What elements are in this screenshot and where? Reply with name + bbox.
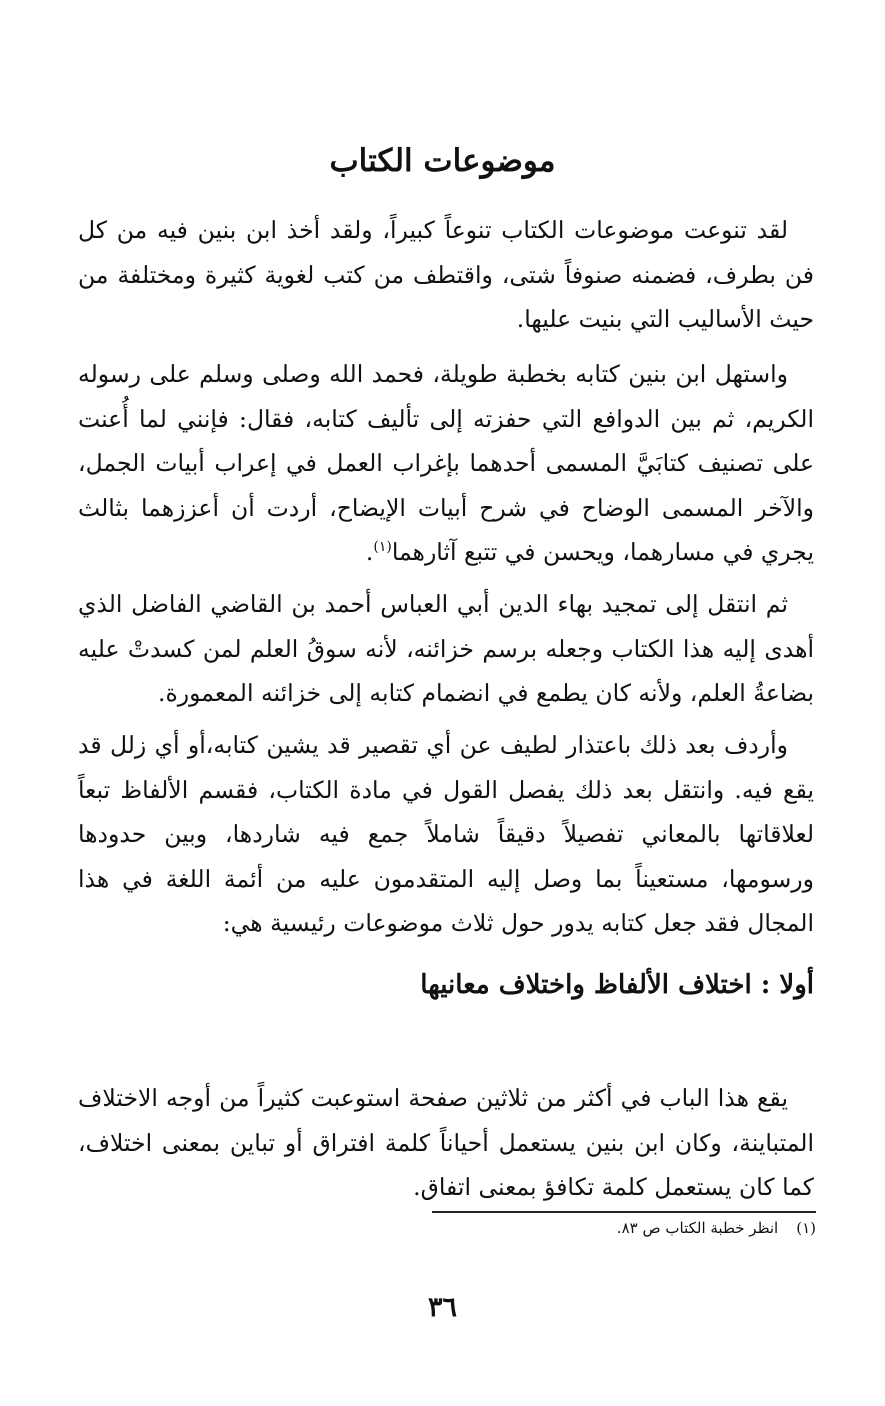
paragraph-topics-variety: لقد تنوعت موضوعات الكتاب تنوعاً كبيراً، ولقد أخذ ابن بنين فيه من كل فن بطرف، فضمنه صنوفاً شتى، واقتطف من كتب لغوية كثيرة ومختلفة من حيث الأساليب التي بنيت عليها.	[78, 216, 814, 333]
footnote-number: (١)	[796, 1219, 816, 1237]
paragraph-dedication: ثم انتقل إلى تمجيد بهاء الدين أبي العباس أحمد بن القاضي الفاضل الذي أهدى إليه هذا الكتاب وجعله برسم خزائنه، لأنه سوقُ العلم لمن كسدتْ عليه بضاعةُ العلم، ولأنه كان يطمع في انضمام كتابه إلى خزائنه المعمورة.	[78, 590, 814, 707]
footnote-divider	[432, 1211, 816, 1213]
paragraph-introduction	[78, 352, 814, 575]
paragraph-introduction-end: .	[365, 538, 374, 566]
paragraph-structure: وأردف بعد ذلك باعتذار لطيف عن أي تقصير قد يشين كتابه،أو أي زلل قد يقع فيه. وانتقل بعد ذلك يفصل القول في مادة الكتاب، فقسم الألفاظ تبعاً لعلاقاتها بالمعاني تفصيلاً دقيقاً شاملاً جمع فيه شاردها، وبين حدودها ورسومها، مستعيناً بما وصل إليه المتقدمون عليه من أئمة اللغة في هذا المجال فقد جعل كتابه يدور حول ثلاث موضوعات رئيسية هي:	[78, 731, 814, 937]
section-heading: أولا : اختلاف الألفاظ واختلاف معانيها	[420, 970, 814, 1000]
footnote	[432, 1216, 816, 1240]
paragraph-section-content: يقع هذا الباب في أكثر من ثلاثين صفحة استوعبت كثيراً من أوجه الاختلاف المتباينة، وكان ابن بنين يستعمل أحياناً كلمة افتراق أو تباين بمعنى اختلاف، كما كان يستعمل كلمة تكافؤ بمعنى اتفاق.	[78, 1084, 814, 1201]
footnote-text: انظر خطبة الكتاب ص ٨٣.	[616, 1219, 779, 1237]
page-number: ٣٦	[427, 1292, 457, 1323]
page-title: موضوعات الكتاب	[329, 143, 556, 179]
footnote-marker: (١)	[373, 539, 392, 556]
paragraph-introduction-text: واستهل ابن بنين كتابه بخطبة طويلة، فحمد الله وصلى وسلم على رسوله الكريم، ثم بين الدوافع التي حفزته إلى تأليف كتابه، فقال: فإنني لما أُعنت على تصنيف كتابَيَّ المسمى أحدهما بإغراب العمل في إعراب أبيات الجمل، والآخر المسمى الوضاح في شرح أبيات الإيضاح، أردت أن أعززهما بثالث يجري في مسارهما، ويحسن في تتبع آثارهما	[78, 360, 814, 566]
